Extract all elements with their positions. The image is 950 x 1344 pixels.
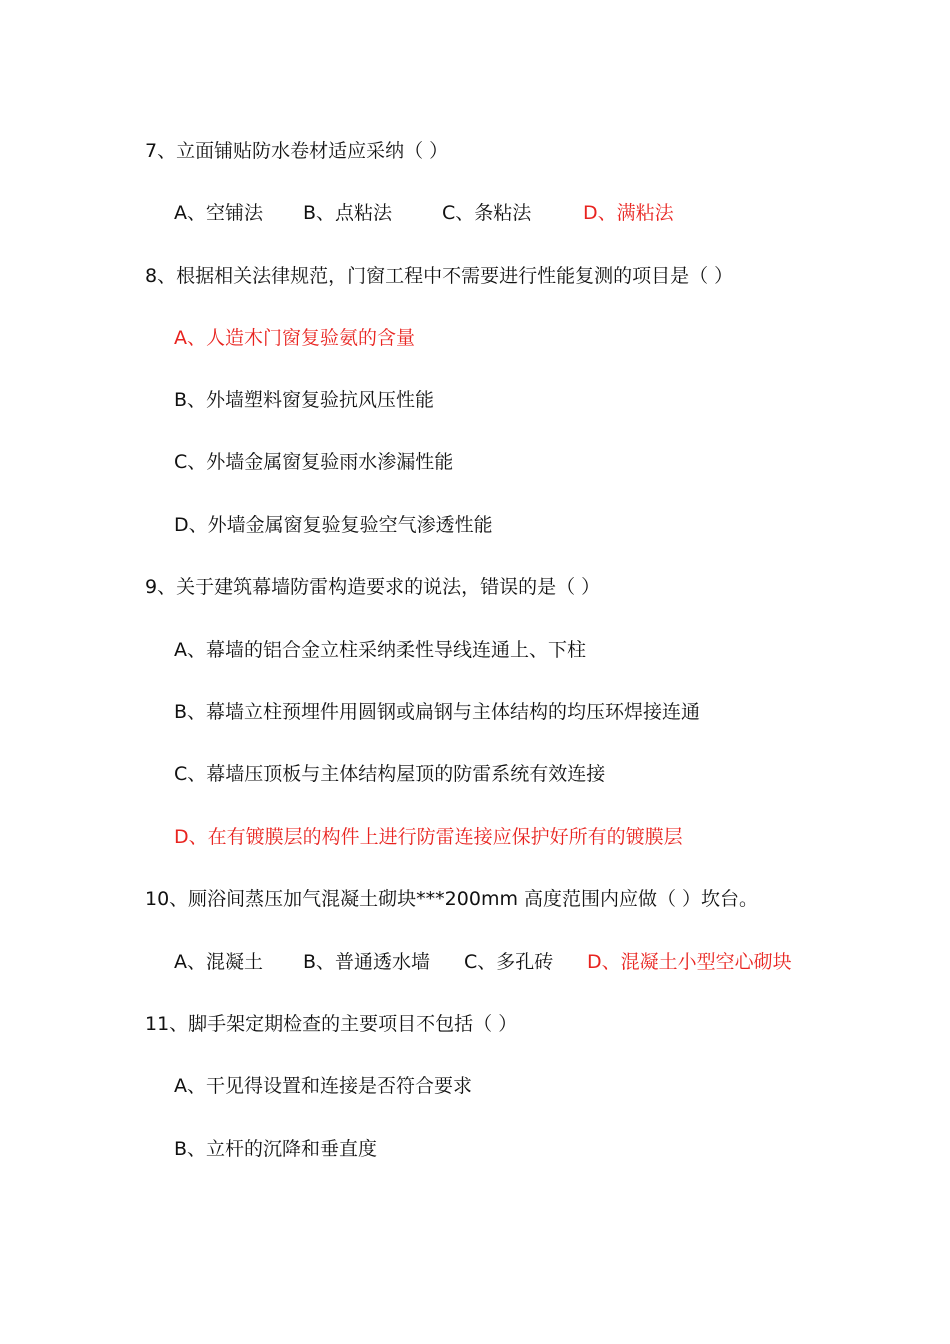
question-7-stem: 7、立面铺贴防水卷材适应采纳（ ） — [145, 140, 449, 162]
question-9-stem: 9、关于建筑幕墙防雷构造要求的说法，错误的是（ ） — [145, 576, 601, 598]
option-b: B、普通透水墙 — [303, 951, 431, 973]
question-9-option-c: C、幕墙压顶板与主体结构屋顶的防雷系统有效连接 — [174, 763, 606, 785]
option-b: B、点粘法 — [303, 202, 393, 224]
question-11-option-b: B、立杆的沉降和垂直度 — [174, 1138, 378, 1160]
question-9-option-a: A、幕墙的铝合金立柱采纳柔性导线连通上、下柱 — [174, 639, 586, 661]
option-c: C、多孔砖 — [464, 951, 554, 973]
question-9-option-d-correct: D、在有镀膜层的构件上进行防雷连接应保护好所有的镀膜层 — [174, 826, 683, 848]
question-8-option-b: B、外墙塑料窗复验抗风压性能 — [174, 389, 435, 411]
question-8-option-a-correct: A、人造木门窗复验氨的含量 — [174, 327, 415, 349]
question-8-option-c: C、外墙金属窗复验雨水渗漏性能 — [174, 451, 454, 473]
option-a: A、混凝土 — [174, 951, 263, 973]
option-d-correct: D、混凝土小型空心砌块 — [587, 951, 792, 973]
question-11-option-a: A、干见得设置和连接是否符合要求 — [174, 1075, 472, 1097]
question-9-option-b: B、幕墙立柱预埋件用圆钢或扁钢与主体结构的均压环焊接连通 — [174, 701, 701, 723]
option-d-correct: D、满粘法 — [583, 202, 674, 224]
question-8-option-d: D、外墙金属窗复验复验空气渗透性能 — [174, 514, 493, 536]
option-a: A、空铺法 — [174, 202, 263, 224]
question-11-stem: 11、脚手架定期检查的主要项目不包括（ ） — [145, 1013, 518, 1035]
question-8-stem: 8、根据相关法律规范，门窗工程中不需要进行性能复测的项目是（ ） — [145, 265, 734, 287]
option-c: C、条粘法 — [442, 202, 532, 224]
question-10-stem: 10、厕浴间蒸压加气混凝土砌块***200mm 高度范围内应做（ ）坎台。 — [145, 888, 759, 910]
